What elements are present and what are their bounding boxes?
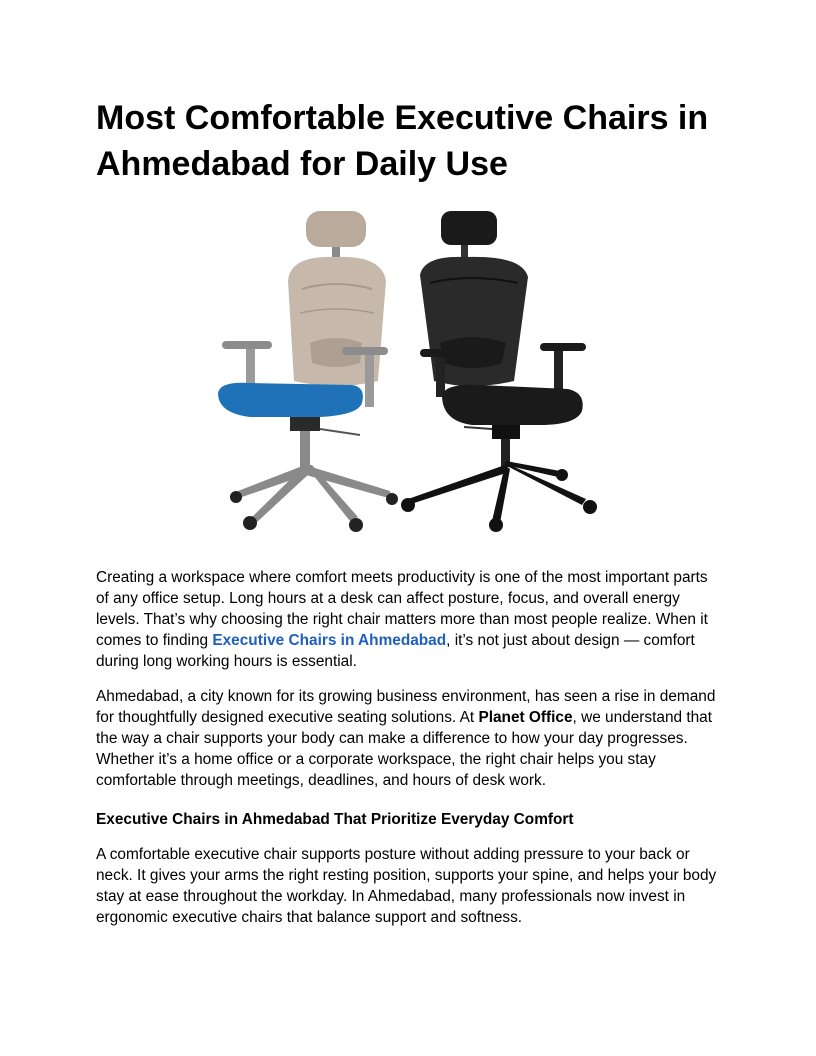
executive-chairs-image <box>210 203 610 538</box>
paragraph-text: , we understand that the way a chair supports your body can make a difference to how your day progresses. Whether it’s a home office or a corporate workspace, the right chair helps you stay comfortable through meetings, deadlines, and hours of desk work. <box>96 709 713 789</box>
paragraph-text: Creating a workspace where comfort meets productivity is one of the most important parts of any office setup. Long hours at a desk can affect posture, focus, and overall energy levels. That’s why choosing the right chair matters more than most people realize. When it comes to finding <box>96 569 708 649</box>
executive-chairs-link[interactable]: Executive Chairs in Ahmedabad <box>212 632 447 649</box>
section-subheading: Executive Chairs in Ahmedabad That Prioritize Everyday Comfort <box>96 811 574 828</box>
article-body <box>96 567 722 942</box>
chair-black <box>401 211 597 532</box>
planet-office-paragraph <box>96 686 722 791</box>
intro-paragraph <box>96 567 722 672</box>
paragraph-text: , it’s not just about design — comfort during long working hours is essential. <box>96 632 695 670</box>
paragraph-text: Ahmedabad, a city known for its growing business environment, has seen a rise in demand for thoughtfully designed executive seating solutions. At <box>96 688 716 726</box>
comfort-paragraph: A comfortable executive chair supports posture without adding pressure to your back or neck. It gives your arms the right resting position, supports your spine, and helps your body stay at ease throughout the workday. In Ahmedabad, many professionals now invest in ergonomic executive chairs that balance support and softness. <box>96 846 717 926</box>
brand-name: Planet Office <box>478 709 573 726</box>
chair-beige-blue <box>218 211 398 532</box>
page-title: Most Comfortable Executive Chairs in Ahmedabad for Daily Use <box>96 99 709 183</box>
